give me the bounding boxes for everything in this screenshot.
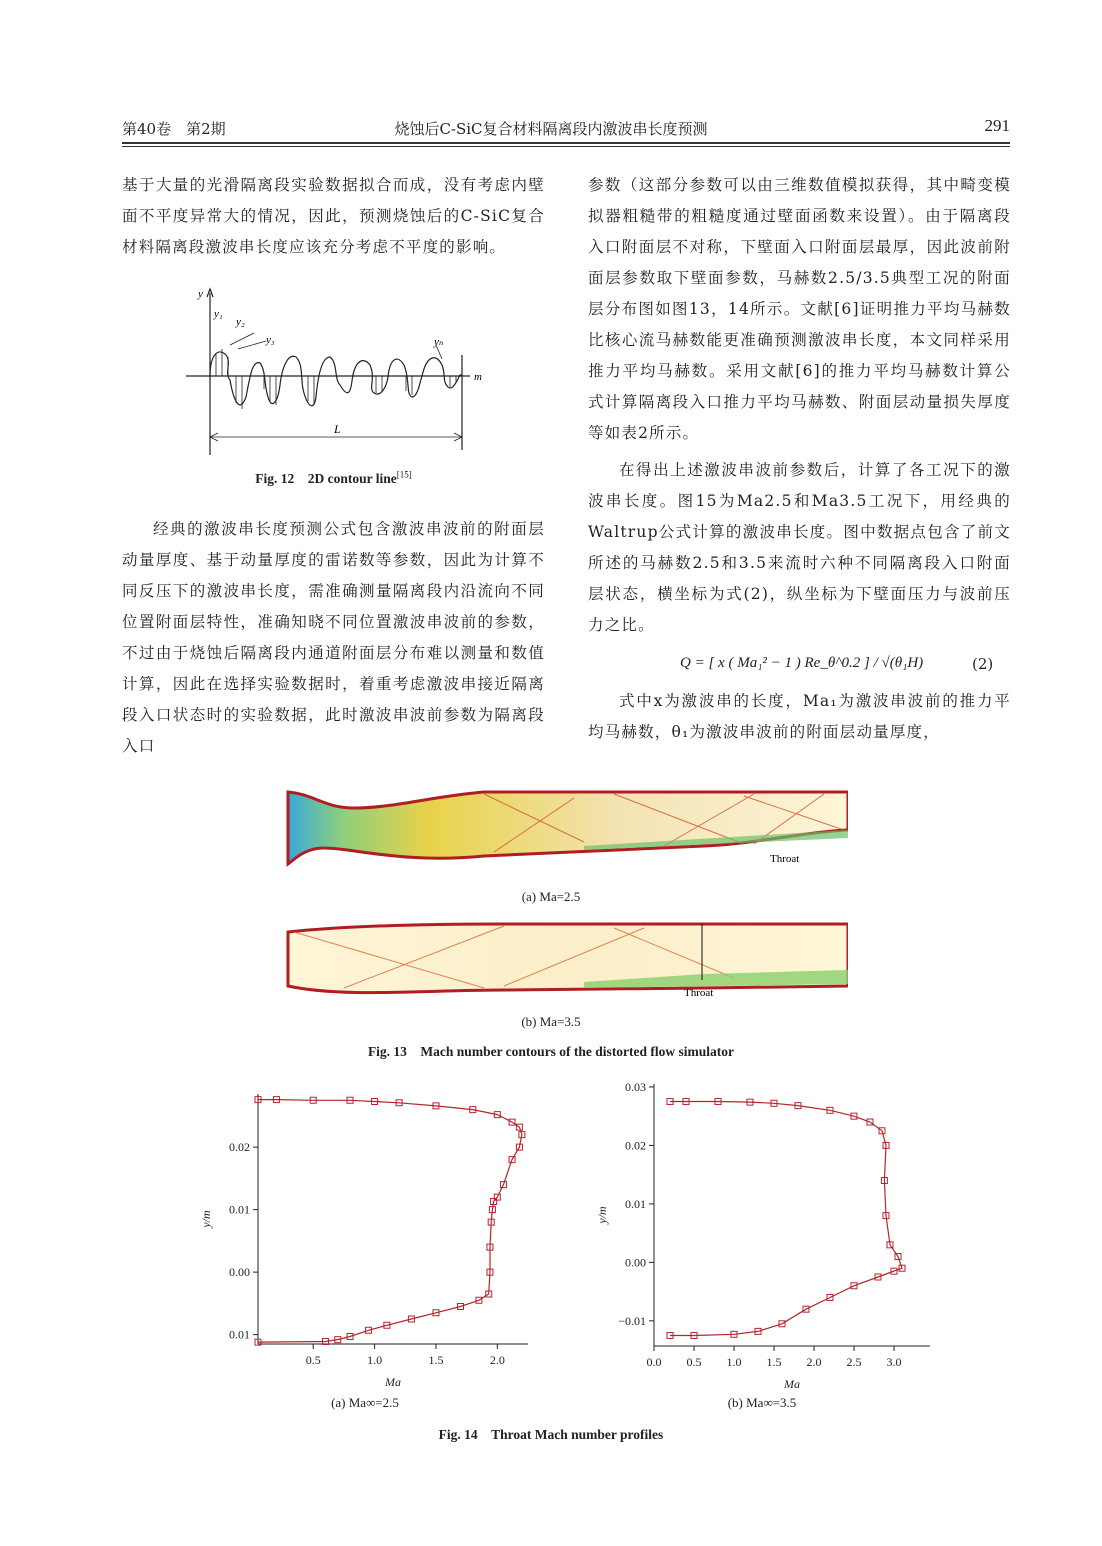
x-tick-label: 1.5 bbox=[428, 1353, 444, 1367]
header-rule bbox=[122, 142, 1010, 144]
x-tick-label: 2.0 bbox=[489, 1353, 505, 1367]
right-column bbox=[588, 170, 1011, 641]
paragraph: 式中x为激波串的长度，Ma₁为激波串波前的推力平均马赫数，θ₁为激波串波前的附面层动量厚度， bbox=[588, 692, 1011, 741]
equation-number: (2) bbox=[972, 655, 994, 673]
series-line bbox=[670, 1102, 902, 1336]
x-tick-label: 1.0 bbox=[726, 1355, 742, 1369]
fig12-y3-label: y₃ bbox=[266, 334, 275, 346]
fig13-caption: Fig. 13 Mach number contours of the distorted flow simulator bbox=[367, 1044, 735, 1059]
fig12-contour-diagram bbox=[180, 285, 500, 455]
y-tick-label: 0.02 bbox=[229, 1140, 250, 1155]
header-rule-thin bbox=[122, 146, 1010, 147]
paragraph: 参数（这部分参数可以由三维数值模拟获得，其中畸变模拟器粗糙带的粗糙度通过壁面函数来设置）。由于隔离段入口附面层不对称，下壁面入口附面层最厚，因此波前附面层参数取下壁面参数，马赫数2.5/3.5典型工况的附面层分布图如图13，14所示。文献[6]证明推力平均马赫数比核心流马赫数能更准确预测激波串长度，本文同样采用推力平均马赫数。采用文献[6]的推力平均马赫数计算公式计算隔离段入口推力平均马赫数、附面层动量损失厚度等如表2所示。 bbox=[588, 176, 1011, 442]
y-tick-label: 0.02 bbox=[625, 1138, 646, 1153]
fig12-m-label: m bbox=[474, 371, 482, 383]
left-column-top bbox=[122, 170, 545, 263]
fig12-y2-label: y₂ bbox=[236, 316, 245, 328]
x-axis-label: Ma bbox=[784, 1377, 800, 1391]
fig14a-chart bbox=[190, 1080, 540, 1398]
left-column-bottom bbox=[122, 514, 545, 762]
series-line bbox=[258, 1100, 522, 1343]
x-tick-label: 0.5 bbox=[686, 1355, 702, 1369]
fig14b-chart bbox=[582, 1070, 942, 1398]
fig13b-contour-plot bbox=[284, 918, 848, 1000]
x-axis-label: Ma bbox=[385, 1375, 401, 1389]
x-tick-label: 2.0 bbox=[806, 1355, 822, 1369]
x-tick-label: 0.5 bbox=[305, 1353, 321, 1367]
fig12-yn-label: yₙ bbox=[434, 336, 444, 348]
fig14-caption: Fig. 14 Throat Mach number profiles bbox=[438, 1427, 664, 1442]
y-tick-label: 0.01 bbox=[229, 1202, 250, 1217]
y-axis-label: y/m bbox=[595, 1206, 609, 1224]
fig13b-throat-label: Throat bbox=[684, 987, 714, 999]
fig14a-subcaption: (a) Ma∞=2.5 bbox=[331, 1395, 399, 1410]
running-header-title: 烧蚀后C-SiC复合材料隔离段内激波串长度预测 bbox=[394, 120, 708, 138]
y-tick-label: 0.01 bbox=[625, 1196, 646, 1211]
running-header-volume: 第40卷 第2期 bbox=[122, 120, 226, 138]
fig12-y1-label: y₁ bbox=[214, 308, 223, 320]
right-column-end bbox=[588, 686, 1011, 748]
y-tick-label: −0.01 bbox=[618, 1313, 646, 1328]
x-tick-label: 3.0 bbox=[886, 1355, 902, 1369]
x-tick-label: 1.5 bbox=[766, 1355, 782, 1369]
y-tick-label: 0.01 bbox=[229, 1327, 250, 1342]
y-tick-label: 0.03 bbox=[625, 1079, 646, 1094]
y-axis-label: y/m bbox=[199, 1210, 213, 1228]
x-tick-label: 0.0 bbox=[646, 1355, 662, 1369]
page-number: 291 bbox=[984, 116, 1010, 135]
fig13a-subcaption: (a) Ma=2.5 bbox=[521, 889, 581, 904]
x-tick-label: 1.0 bbox=[367, 1353, 383, 1367]
fig12-y-label: y bbox=[198, 288, 203, 300]
fig13a-contour-plot bbox=[284, 786, 848, 868]
fig12-caption: Fig. 12 2D contour line[15] bbox=[255, 469, 412, 486]
paragraph: 在得出上述激波串波前参数后，计算了各工况下的激波串长度。图15为Ma2.5和Ma3.5工况下，用经典的Waltrup公式计算的激波串长度。图中数据点包含了前文所述的马赫数2.5和3.5来流时六种不同隔离段入口附面层状态，横坐标为式(2)，纵坐标为下壁面压力与波前压力之比。 bbox=[588, 461, 1011, 634]
y-tick-label: 0.00 bbox=[229, 1265, 250, 1280]
fig13a-throat-label: Throat bbox=[770, 853, 800, 865]
fig12-citation: [15] bbox=[396, 469, 412, 480]
paragraph: 基于大量的光滑隔离段实验数据拟合而成，没有考虑内壁面不平度异常大的情况，因此，预测烧蚀后的C-SiC复合材料隔离段激波串长度应该充分考虑不平度的影响。 bbox=[122, 176, 545, 256]
fig14b-subcaption: (b) Ma∞=3.5 bbox=[727, 1395, 797, 1410]
x-tick-label: 2.5 bbox=[846, 1355, 862, 1369]
paragraph: 经典的激波串长度预测公式包含激波串波前的附面层动量厚度、基于动量厚度的雷诺数等参数，因此为计算不同反压下的激波串长度，需准确测量隔离段内沿流向不同位置附面层特性，准确知晓不同位置激波串波前的参数，不过由于烧蚀后隔离段内通道附面层分布难以测量和数值计算，因此在选择实验数据时，着重考虑激波串接近隔离段入口状态时的实验数据，此时激波串波前参数为隔离段入口 bbox=[122, 520, 545, 755]
y-tick-label: 0.00 bbox=[625, 1255, 646, 1270]
equation-2: Q = [ x ( Ma₁² − 1 ) Re_θ^0.2 ] / √(θ₁H) bbox=[680, 655, 924, 671]
fig12-L-label: L bbox=[334, 422, 341, 436]
fig13b-subcaption: (b) Ma=3.5 bbox=[521, 1014, 581, 1029]
